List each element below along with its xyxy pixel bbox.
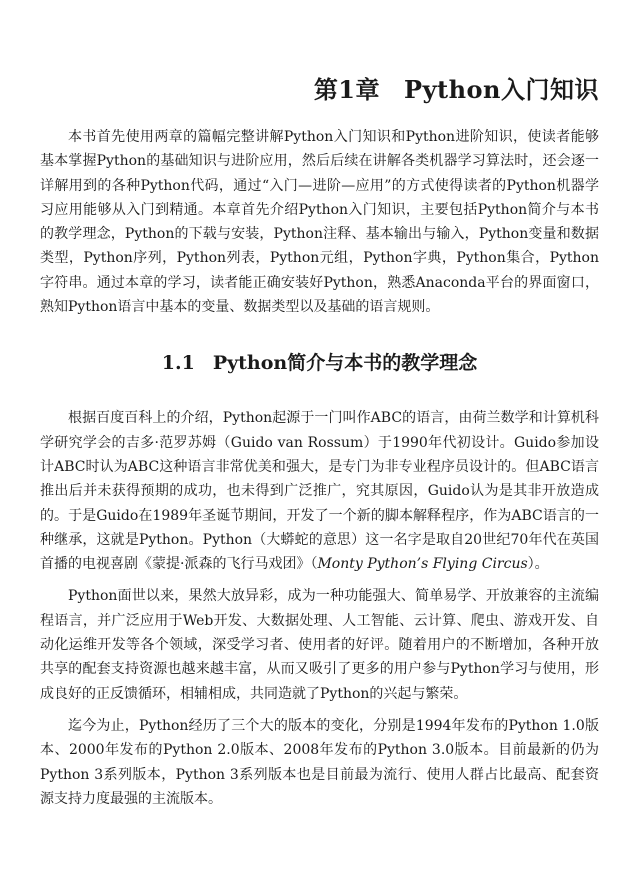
chapter-intro-paragraph: 本书首先使用两章的篇幅完整讲解Python入门知识和Python进阶知识，使读者能够基本掌握Python的基础知识与进阶应用，然后后续在讲解各类机器学习算法时，还会逐一详解用到的各种Python代码，通过“入门—进阶—应用”的方式使得读者的Python机器学习应用能够从入门到精通。本章首先介绍Python入门知识，主要包括Python简介与本书的教学理念，Python的下载与安装，Python注释、基本输出与输入，Python变量和数据类型，Python序列，Python列表，Python元组，Python字典，Python集合，Python字符串。通过本章的学习，读者能正确安装好Python，熟悉Anaconda平台的界面窗口，熟知Python语言中基本的变量、数据类型以及基础的语言规则。 <box>40 129 599 316</box>
origin-text: 根据百度百科上的介绍，Python起源于一门叫作ABC的语言，由荷兰数学和计算机科学研究学会的吉多·范罗苏姆（Guido van Rossum）于1990年代初设计。Guido参加设计ABC时认为ABC这种语言非常优美和强大，是专门为非专业程序员设计的。但ABC语言推出后并未获得预期的成功，也未得到广泛推广，究其原因，Guido认为是其非开放造成的。于是Guido在1989年圣诞节期间，开发了一个新的脚本解释程序，作为ABC语言的一种继承，这就是Python。Python（大蟒蛇的意思）这一名字是取自20世纪70年代在英国首播的电视喜剧《蒙提·派森的飞行马戏团》（ <box>40 410 599 573</box>
section-name: Python简介与本书的教学理念 <box>212 352 478 375</box>
chapter-name: Python入门知识 <box>404 75 599 104</box>
chapter-number: 第1章 <box>313 75 381 104</box>
section-paragraph-versions: 迄今为止，Python经历了三个大的版本的变化，分别是1994年发布的Python 1.0版本、2000年发布的Python 2.0版本、2008年发布的Python 3.0版本。目前最新的仍为Python 3系列版本，Python 3系列版本也是目前最为流行、使用人群占比最高、配套资源支持力度最强的主流版本。 <box>40 717 599 807</box>
chapter-title <box>40 70 599 105</box>
show-title-italic: Monty Python’s Flying Circus <box>317 556 528 573</box>
section-title <box>40 348 599 375</box>
section-paragraph-popularity: Python面世以来，果然大放异彩，成为一种功能强大、简单易学、开放兼容的主流编程语言，并广泛应用于Web开发、大数据处理、人工智能、云计算、爬虫、游戏开发、自动化运维开发等各个领域，深受学习者、使用者的好评。随着用户的不断增加，各种开放共享的配套支持资源也越来越丰富，从而又吸引了更多的用户参与Python学习与使用，形成良好的正反馈循环，相辅相成，共同造就了Python的兴起与繁荣。 <box>40 588 599 702</box>
origin-text-end: ）。 <box>527 556 549 573</box>
document-page <box>40 70 599 811</box>
section-number: 1.1 <box>161 352 195 375</box>
section-paragraph-origin <box>40 406 599 576</box>
